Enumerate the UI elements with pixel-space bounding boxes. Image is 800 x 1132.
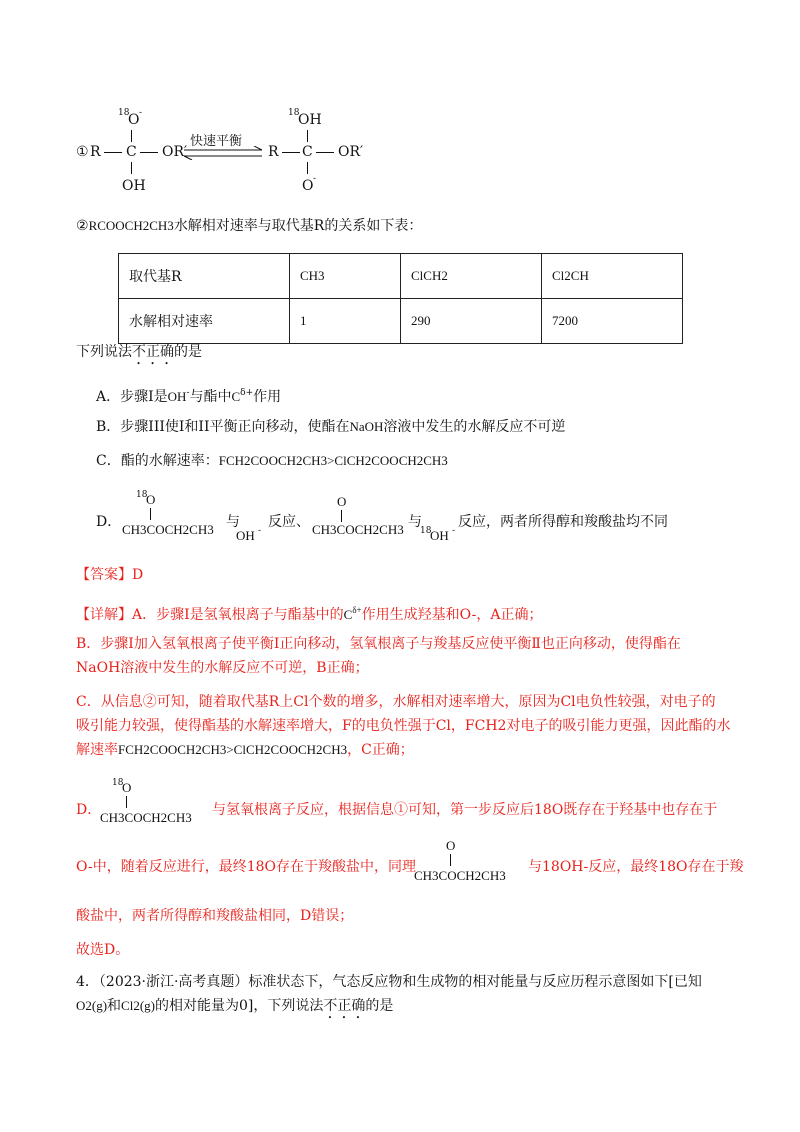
eq1-left-c: C (126, 144, 137, 160)
eq1-index: ① (76, 144, 89, 160)
explanation-c3: 解速率FCH2COOCH2CH3>ClCH2COOCH2CH3，C正确； (76, 742, 414, 758)
ester-structure: CH3COCH2CH3 (414, 868, 506, 883)
rate-expression: FCH2COOCH2CH3>ClCH2COOCH2CH3 (218, 453, 448, 468)
ester-structure: CH3COCH2CH3 (312, 522, 404, 537)
table-cell: 水解相对速率 (119, 299, 290, 344)
table-cell: CH3 (290, 254, 401, 299)
ester-structure: CH3COCH2CH3 (100, 810, 192, 825)
eq1-left-top-o: O (128, 112, 140, 128)
eq1-right-or: OR′ (338, 144, 364, 160)
explanation-c1: C．从信息②可知，随着取代基R上Cl个数的增多，水解相对速率增大，原因为Cl电负性较强，对电子的 (76, 694, 716, 710)
explanation-b1: B．步骤Ⅰ加入氢氧根离子使平衡Ⅰ正向移动，氢氧根离子与羧基反应使平衡Ⅱ也正向移动，使得酯在 (76, 636, 681, 652)
table-cell: ClCH2 (401, 254, 542, 299)
arrow-label: 快速平衡 (190, 134, 243, 149)
option-b: B．步骤III使I和II平衡正向移动，使酯在NaOH溶液中发生的水解反应不可逆 (96, 419, 566, 435)
question-stem: 下列说法不正确的是 (76, 344, 202, 360)
table-cell: 290 (401, 299, 542, 344)
substituent-rate-table (118, 253, 683, 344)
question-4-line2: O2(g)和Cl2(g)的相对能量为0]，下列说法不正确的是 (76, 998, 394, 1014)
eq1-left-or: OR′ (162, 144, 188, 160)
table-cell: 7200 (542, 299, 683, 344)
option-a: A．步骤I是OH-与酯中$C^{\delta+}$作用 (96, 388, 282, 405)
table-cell: 取代基R (119, 254, 290, 299)
eq1-left-r: R (90, 144, 101, 160)
eq1-right-top-oh: OH (298, 112, 322, 128)
explanation-c2: 吸引能力较强，使得酯基的水解速率增大，F的电负性强于Cl，FCH2对电子的吸引能力更强，因此酯的水 (76, 718, 731, 734)
ester-formula: RCOOCH2CH3 (88, 218, 174, 233)
ester-structure: CH3COCH2CH3 (122, 522, 214, 537)
eq1-right-r: R (268, 144, 279, 160)
eq1-right-c: C (302, 144, 313, 160)
table-cell: Cl2CH (542, 254, 683, 299)
table-cell: 1 (290, 299, 401, 344)
explanation-b2: NaOH溶液中发生的水解反应不可逆，B正确； (76, 660, 369, 676)
eq2-line: ②RCOOCH2CH3水解相对速率与取代基R的关系如下表： (76, 218, 423, 234)
question-4-line1: 4．（2023·浙江·高考真题）标准状态下，气态反应物和生成物的相对能量与反应历程示意图如下[已知 (76, 974, 702, 990)
final-answer: 故选D。 (76, 942, 130, 958)
answer: 【答案】D (76, 567, 144, 583)
table-row (119, 254, 683, 299)
table-row (119, 299, 683, 344)
eq1-right-bottom-o: O (302, 178, 314, 194)
equilibrium-arrow-icon (182, 146, 264, 160)
eq1-left-bottom-oh: OH (122, 178, 146, 194)
option-c: C．酯的水解速率：FCH2COOCH2CH3>ClCH2COOCH2CH3 (96, 453, 448, 469)
explanation-a: 【详解】A．步骤Ⅰ是氢氧根离子与酯基中的$C^{\delta+}$作用生成羟基和O-，A正确； (76, 605, 543, 623)
